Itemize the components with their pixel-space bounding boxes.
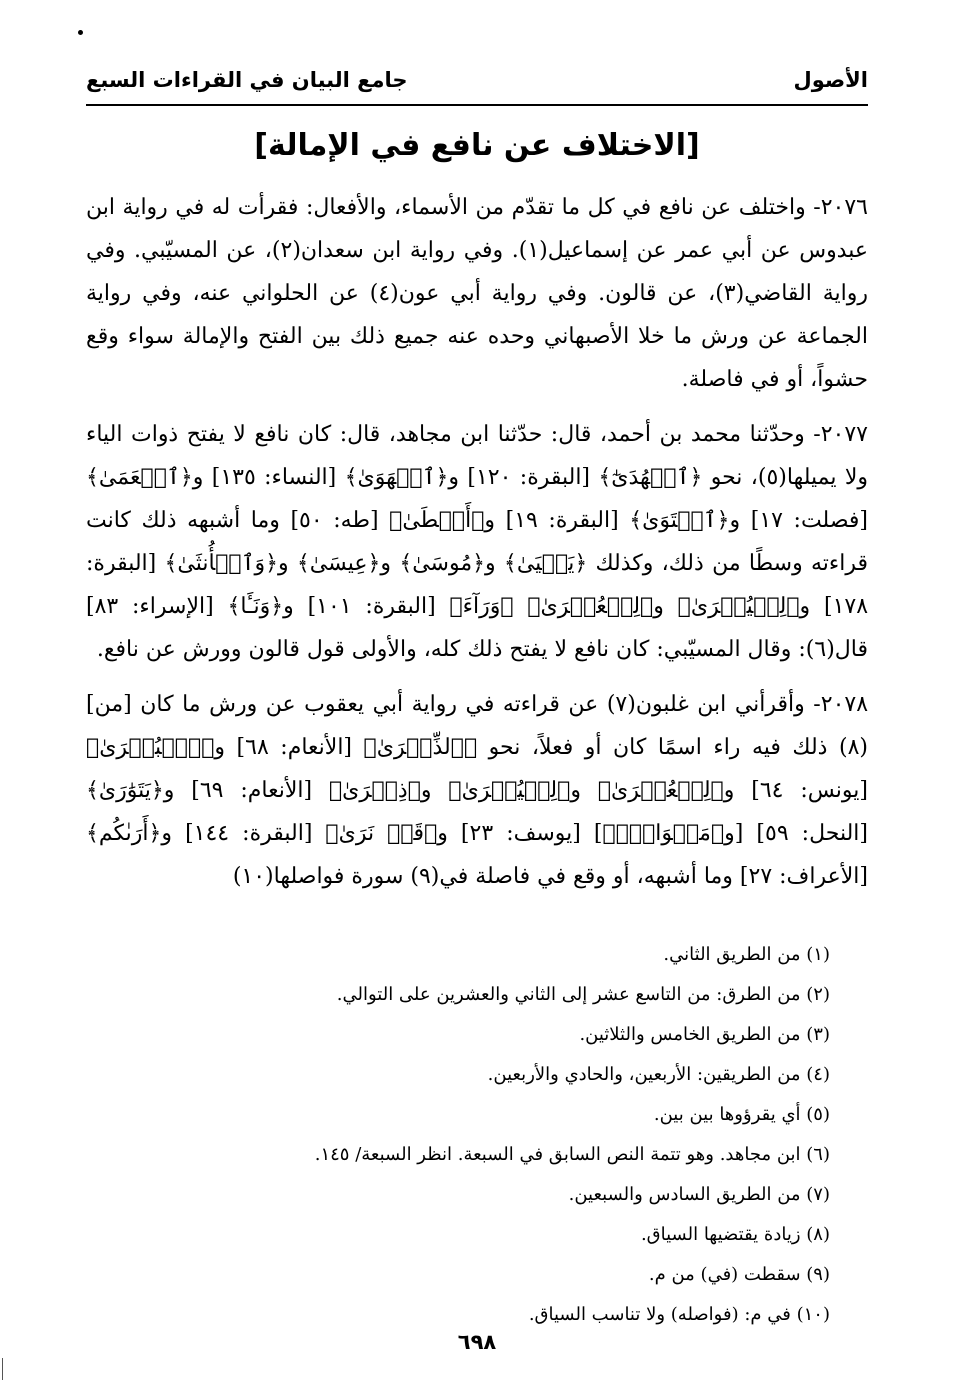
paragraph-2078: ٢٠٧٨- وأقرأني ابن غلبون(٧) عن قراءته في رواية أبي يعقوب عن ورش ما كان [من] (٨) ذلك فيه راء اسمًا كان أو فعلاً، نحو ﴿ٱلذِّكۡرَىٰ﴾ [الأنعام: ٦٨] و﴿ٱلۡبُشۡرَىٰ﴾ [يونس: ٦٤] و﴿لِلۡعُسۡرَىٰ﴾ و﴿لِلۡيُسۡرَىٰ﴾ و﴿ذِكۡرَىٰ﴾ [الأنعام: ٦٩] و﴿يَتَوَٰرَىٰ﴾ [النحل: ٥٩] [و﴿مَثۡوَايَۖ﴾] [يوسف: ٢٣] و﴿قَدۡ نَرَىٰ﴾ [البقرة: ١٤٤] و﴿أَرَىٰكُم﴾ [الأعراف: ٢٧] وما أشبهه، أو وقع في فاصلة في(٩) سورة فواصلها(١٠): [86, 692, 869, 889]
footnote-10: (١٠) في م: (فواصله) ولا تناسب السياق.: [528, 1304, 830, 1325]
corner-mark: [78, 30, 83, 35]
paragraph-2076: ٢٠٧٦- واختلف عن نافع في كل ما تقدّم من الأسماء، والأفعال: فقرأت له في رواية ابن عبدوس عن أبي عمر عن إسماعيل(١). وفي رواية ابن سعدان(٢)، عن المسيّبي. وفي رواية القاضي(٣)، عن قالون. وفي رواية أبي عون(٤) عن الحلواني عنه، وفي رواية الجماعة عن ورش ما خلا الأصبهاني وحده عنه جميع ذلك بين الفتح والإمالة سواء وقع حشواً، أو في فاصلة.: [86, 195, 869, 392]
footnote-1: (١) من الطريق الثاني.: [663, 944, 830, 965]
footnote-2: (٢) من الطرق: من التاسع عشر إلى الثاني والعشرين على التوالي.: [336, 984, 830, 1005]
scan-margin-mark: [2, 1358, 21, 1380]
section-title: الأصول: [793, 68, 868, 92]
paragraph-2077: ٢٠٧٧- وحدّثنا محمد بن أحمد، قال: حدّثنا ابن مجاهد، قال: كان نافع لا يفتح ذوات الياء ولا يميلها(٥)، نحو ﴿ٱلۡهُدَىٰٓ﴾ [البقرة: ١٢٠] و﴿ٱلۡهَوَىٰ﴾ [النساء: ١٣٥] و﴿ٱلۡعَمَىٰ﴾ [فصلت: ١٧] و﴿ٱسۡتَوَىٰ﴾ [البقرة: ١٩] و﴿أَعۡطَىٰ﴾ [طه: ٥٠] وما أشبهه ذلك كانت قراءته وسطًا من ذلك، وكذلك ﴿يَحۡيَىٰ﴾ و﴿مُوسَىٰ﴾ و﴿عِيسَىٰ﴾ و﴿وَٱلۡأُنثَىٰ﴾ [البقرة: ١٧٨] و﴿لِلۡيُسۡرَىٰ﴾ و﴿لِلۡعُسۡرَىٰ﴾ ﴿وَرَآءَ﴾ [البقرة: ١٠١] و﴿وَنَـَٔا﴾ [الإسراء: ٨٣] قال(٦): وقال المسيّبي: كان نافع لا يفتح ذلك كله، والأولى قول قالون وورش عن نافع.: [86, 422, 869, 662]
book-title: جامع البيان في القراءات السبع: [86, 68, 408, 92]
page-number: ٦٩٨: [457, 1330, 497, 1354]
footnote-6: (٦) ابن مجاهد. وهو تتمة النص السابق في السبعة. انظر السبعة/ ١٤٥.: [314, 1144, 830, 1165]
running-header: [86, 60, 868, 100]
footnotes: [86, 935, 830, 1335]
footnote-5: (٥) أي يقرؤوها بين بين.: [653, 1104, 830, 1125]
footnote-4: (٤) من الطريقين: الأربعين، والحادي والأربعين.: [487, 1064, 830, 1085]
main-text: [86, 186, 868, 910]
footnote-7: (٧) من الطريق السادس والسبعين.: [568, 1184, 830, 1205]
footnote-9: (٩) سقطت (في) من م.: [648, 1264, 830, 1285]
header-rule: [86, 104, 868, 106]
footnote-8: (٨) زيادة يقتضيها السياق.: [640, 1224, 830, 1245]
footnote-3: (٣) من الطريق الخامس والثلاثين.: [579, 1024, 830, 1045]
chapter-heading: [الاختلاف عن نافع في الإمالة]: [254, 128, 700, 163]
